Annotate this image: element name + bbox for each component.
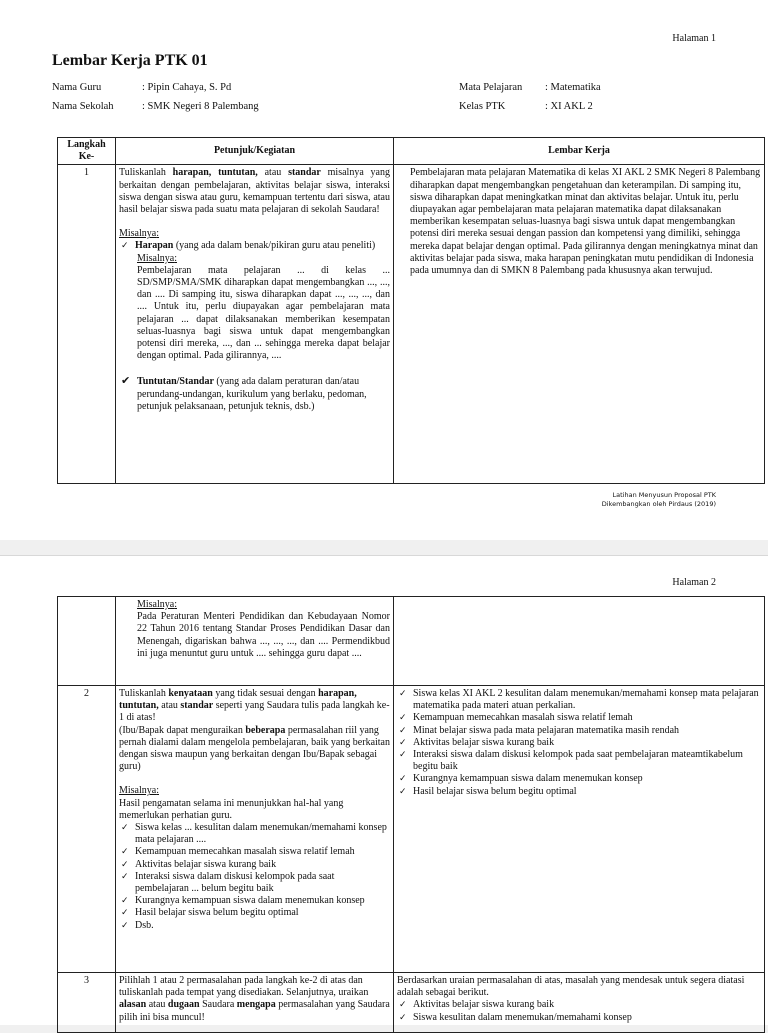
instruction-cell — [116, 686, 394, 973]
list-item: ✓ Kemampuan memecahkan masalah siswa relatif lemah — [119, 846, 390, 858]
meta-left — [52, 78, 259, 116]
misalnya-label: Misalnya: — [119, 785, 159, 797]
step-number: 1 — [58, 165, 116, 484]
list-item: ✓ Siswa kelas ... kesulitan dalam menemukan/memahami konsep mata pelajaran .... — [119, 822, 390, 846]
list-item: ✓ Dsb. — [119, 920, 390, 932]
header-step: Langkah Ke- — [58, 138, 116, 165]
worksheet-list — [397, 999, 761, 1023]
table-row — [58, 597, 765, 686]
list-item: ✓ Kurangnya kemampuan siswa dalam menemukan konsep — [397, 773, 761, 785]
list-item: ✓ Interaksi siswa dalam diskusi kelompok pada saat pembelajaran ... belum begitu baik — [119, 871, 390, 895]
instruction-text: Pilihlah 1 atau 2 permasalahan pada langkah ke-2 di atas dan tuliskanlah pada tempat yang disediakan. Selanjutnya, uraikan alasan atau dugaan Saudara mengapa permasalahan yang Saudara pilih ini bisa muncul! — [119, 975, 390, 1023]
example-list — [119, 822, 390, 932]
instruction-text: Tuliskanlah harapan, tuntutan, atau standar misalnya yang berkaitan dengan pembelajaran, aktivitas belajar siswa, interaksi siswa dengan siswa atau guru, kemampuan tertentu dari siswa, atau hasil belajar siswa pada suatu mata pelajaran di sekolah Saudara! — [119, 167, 390, 216]
worksheet-cell: Pembelajaran mata pelajaran Matematika di kelas XI AKL 2 SMK Negeri 8 Palembang diharapkan dapat mengembangkan pengetahuan dan keterampilan. Di samping itu, siswa diharapkan dapat meningkatkan minat dan aktivitas belajar. Untuk itu, perlu diupayakan agar pembelajaran mata pelajaran matematika dapat dilaksanakan memberikan kesempatan seluas-luasnya bagi siswa untuk dapat mengembangkan potensi diri mereka sesuai dengan passion dan kompetensi yang dimiliki, sehingga mereka dapat belajar dengan optimal. Pada gilirannya dengan meningkatnya minat dan aktivitas belajar pada siswa, maka harapan peningkatan mutu pendidikan di Indonesia pada umumnya dan di SMKN 8 Palembang pada khususnya akan terwujud. — [394, 165, 765, 484]
list-item: ✓ Kurangnya kemampuan siswa dalam menemukan konsep — [119, 895, 390, 907]
table-row — [58, 165, 765, 484]
document-title: Lembar Kerja PTK 01 — [52, 52, 208, 69]
page-number: Halaman 2 — [672, 577, 716, 588]
step-number: 3 — [58, 973, 116, 1033]
instruction-cell — [116, 165, 394, 484]
worksheet-list — [397, 688, 761, 798]
list-item: ✓ Siswa kelas XI AKL 2 kesulitan dalam menemukan/memahami konsep mata pelajaran matematika pada materi atuan perkalian. — [397, 688, 761, 712]
tuntutan-example: Misalnya: Pada Peraturan Menteri Pendidikan dan Kebudayaan Nomor 22 Tahun 2016 tentang Standar Proses Pendidikan Dasar dan Menengah, digariskan bahwa ..., ..., ..., dan .... Permendikbud ini juga menuntut guru untuk .... sehingga guru dapat .... — [137, 599, 390, 659]
table-row — [58, 686, 765, 973]
worksheet-table — [57, 137, 765, 484]
meta-label: Mata Pelajaran — [459, 82, 523, 93]
instruction-note: (Ibu/Bapak dapat menguraikan beberapa permasalahan riil yang pernah dialami dalam mengelola pembelajaran, baik yang berkaitan dengan siswa maupun yang berkaitan dengan Ibu/Bapak sebagai guru) — [119, 724, 390, 773]
example-intro: Hasil pengamatan selama ini menunjukkan hal-hal yang memerlukan perhatian guru. — [119, 797, 344, 821]
list-item: ✓ Hasil belajar siswa belum begitu optimal — [119, 907, 390, 919]
header-worksheet: Lembar Kerja — [394, 138, 765, 165]
instruction-cell — [116, 597, 394, 686]
meta-value: : Matematika — [545, 82, 601, 93]
worksheet-cell — [394, 686, 765, 973]
page-number: Halaman 1 — [672, 33, 716, 44]
meta-right — [459, 78, 601, 116]
meta-value: : XI AKL 2 — [545, 101, 593, 112]
list-item: ✓ Interaksi siswa dalam diskusi kelompok pada saat pembelajaran mateamtikabelum begitu baik — [397, 749, 761, 773]
harapan-example: Misalnya: Pembelajaran mata pelajaran ... di kelas ... SD/SMP/SMA/SMK diharapkan dapat mengembangkan ..., ..., dan .... Di samping itu, siswa diharapkan dapat ..., ..., ..., dan .... Untuk itu, perlu diupayakan agar pembelajaran mata pelajaran ... dapat dilaksanakan memberikan kesempatan seluas-luasnya bagi siswa untuk dapat mengembangkan potensi diri mereka, ..., dan ... sehingga mereka dapat belajar dengan optimal. Pada gilirannya, .... — [137, 252, 390, 362]
list-item: ✓ Aktivitas belajar siswa kurang baik — [397, 737, 761, 749]
instruction-text: Tuliskanlah kenyataan yang tidak sesuai dengan harapan, tuntutan, atau standar seperti yang Saudara tulis pada langkah ke-1 di atas! — [119, 688, 390, 724]
meta-label: Nama Sekolah — [52, 101, 114, 112]
footer: Latihan Menyusun Proposal PTK Dikembangkan oleh Pirdaus (2019) — [601, 491, 716, 508]
meta-label: Nama Guru — [52, 82, 102, 93]
misalnya-label: Misalnya: — [119, 228, 159, 240]
list-item: ✓ Aktivitas belajar siswa kurang baik — [119, 859, 390, 871]
list-item: ✓ Siswa kesulitan dalam menemukan/memahami konsep — [397, 1012, 761, 1024]
tuntutan-item: ✔ Tuntutan/Standar (yang ada dalam peraturan dan/atau perundang-undangan, kurikulum yang berlaku, pedoman, petunjuk pelaksanaan, petunjuk teknis, dsb.) — [121, 374, 367, 412]
harapan-item: ✓ Harapan (yang ada dalam benak/pikiran guru atau peneliti) — [119, 240, 390, 252]
list-item: ✓ Hasil belajar siswa belum begitu optimal — [397, 786, 761, 798]
header-instructions: Petunjuk/Kegiatan — [116, 138, 394, 165]
list-item: ✓ Aktivitas belajar siswa kurang baik — [397, 999, 761, 1011]
meta-value: : Pipin Cahaya, S. Pd — [142, 82, 232, 93]
worksheet-intro: Berdasarkan uraian permasalahan di atas, masalah yang mendesak untuk segera diatasi adalah sebagai berikut. — [397, 975, 745, 999]
document-page-2 — [0, 555, 768, 1025]
worksheet-table-continued — [57, 596, 765, 1033]
step-number: 2 — [58, 686, 116, 973]
list-item: ✓ Kemampuan memecahkan masalah siswa relatif lemah — [397, 712, 761, 724]
meta-label: Kelas PTK — [459, 101, 506, 112]
list-item: ✓ Minat belajar siswa pada mata pelajaran matematika masih rendah — [397, 725, 761, 737]
meta-value: : SMK Negeri 8 Palembang — [142, 101, 259, 112]
